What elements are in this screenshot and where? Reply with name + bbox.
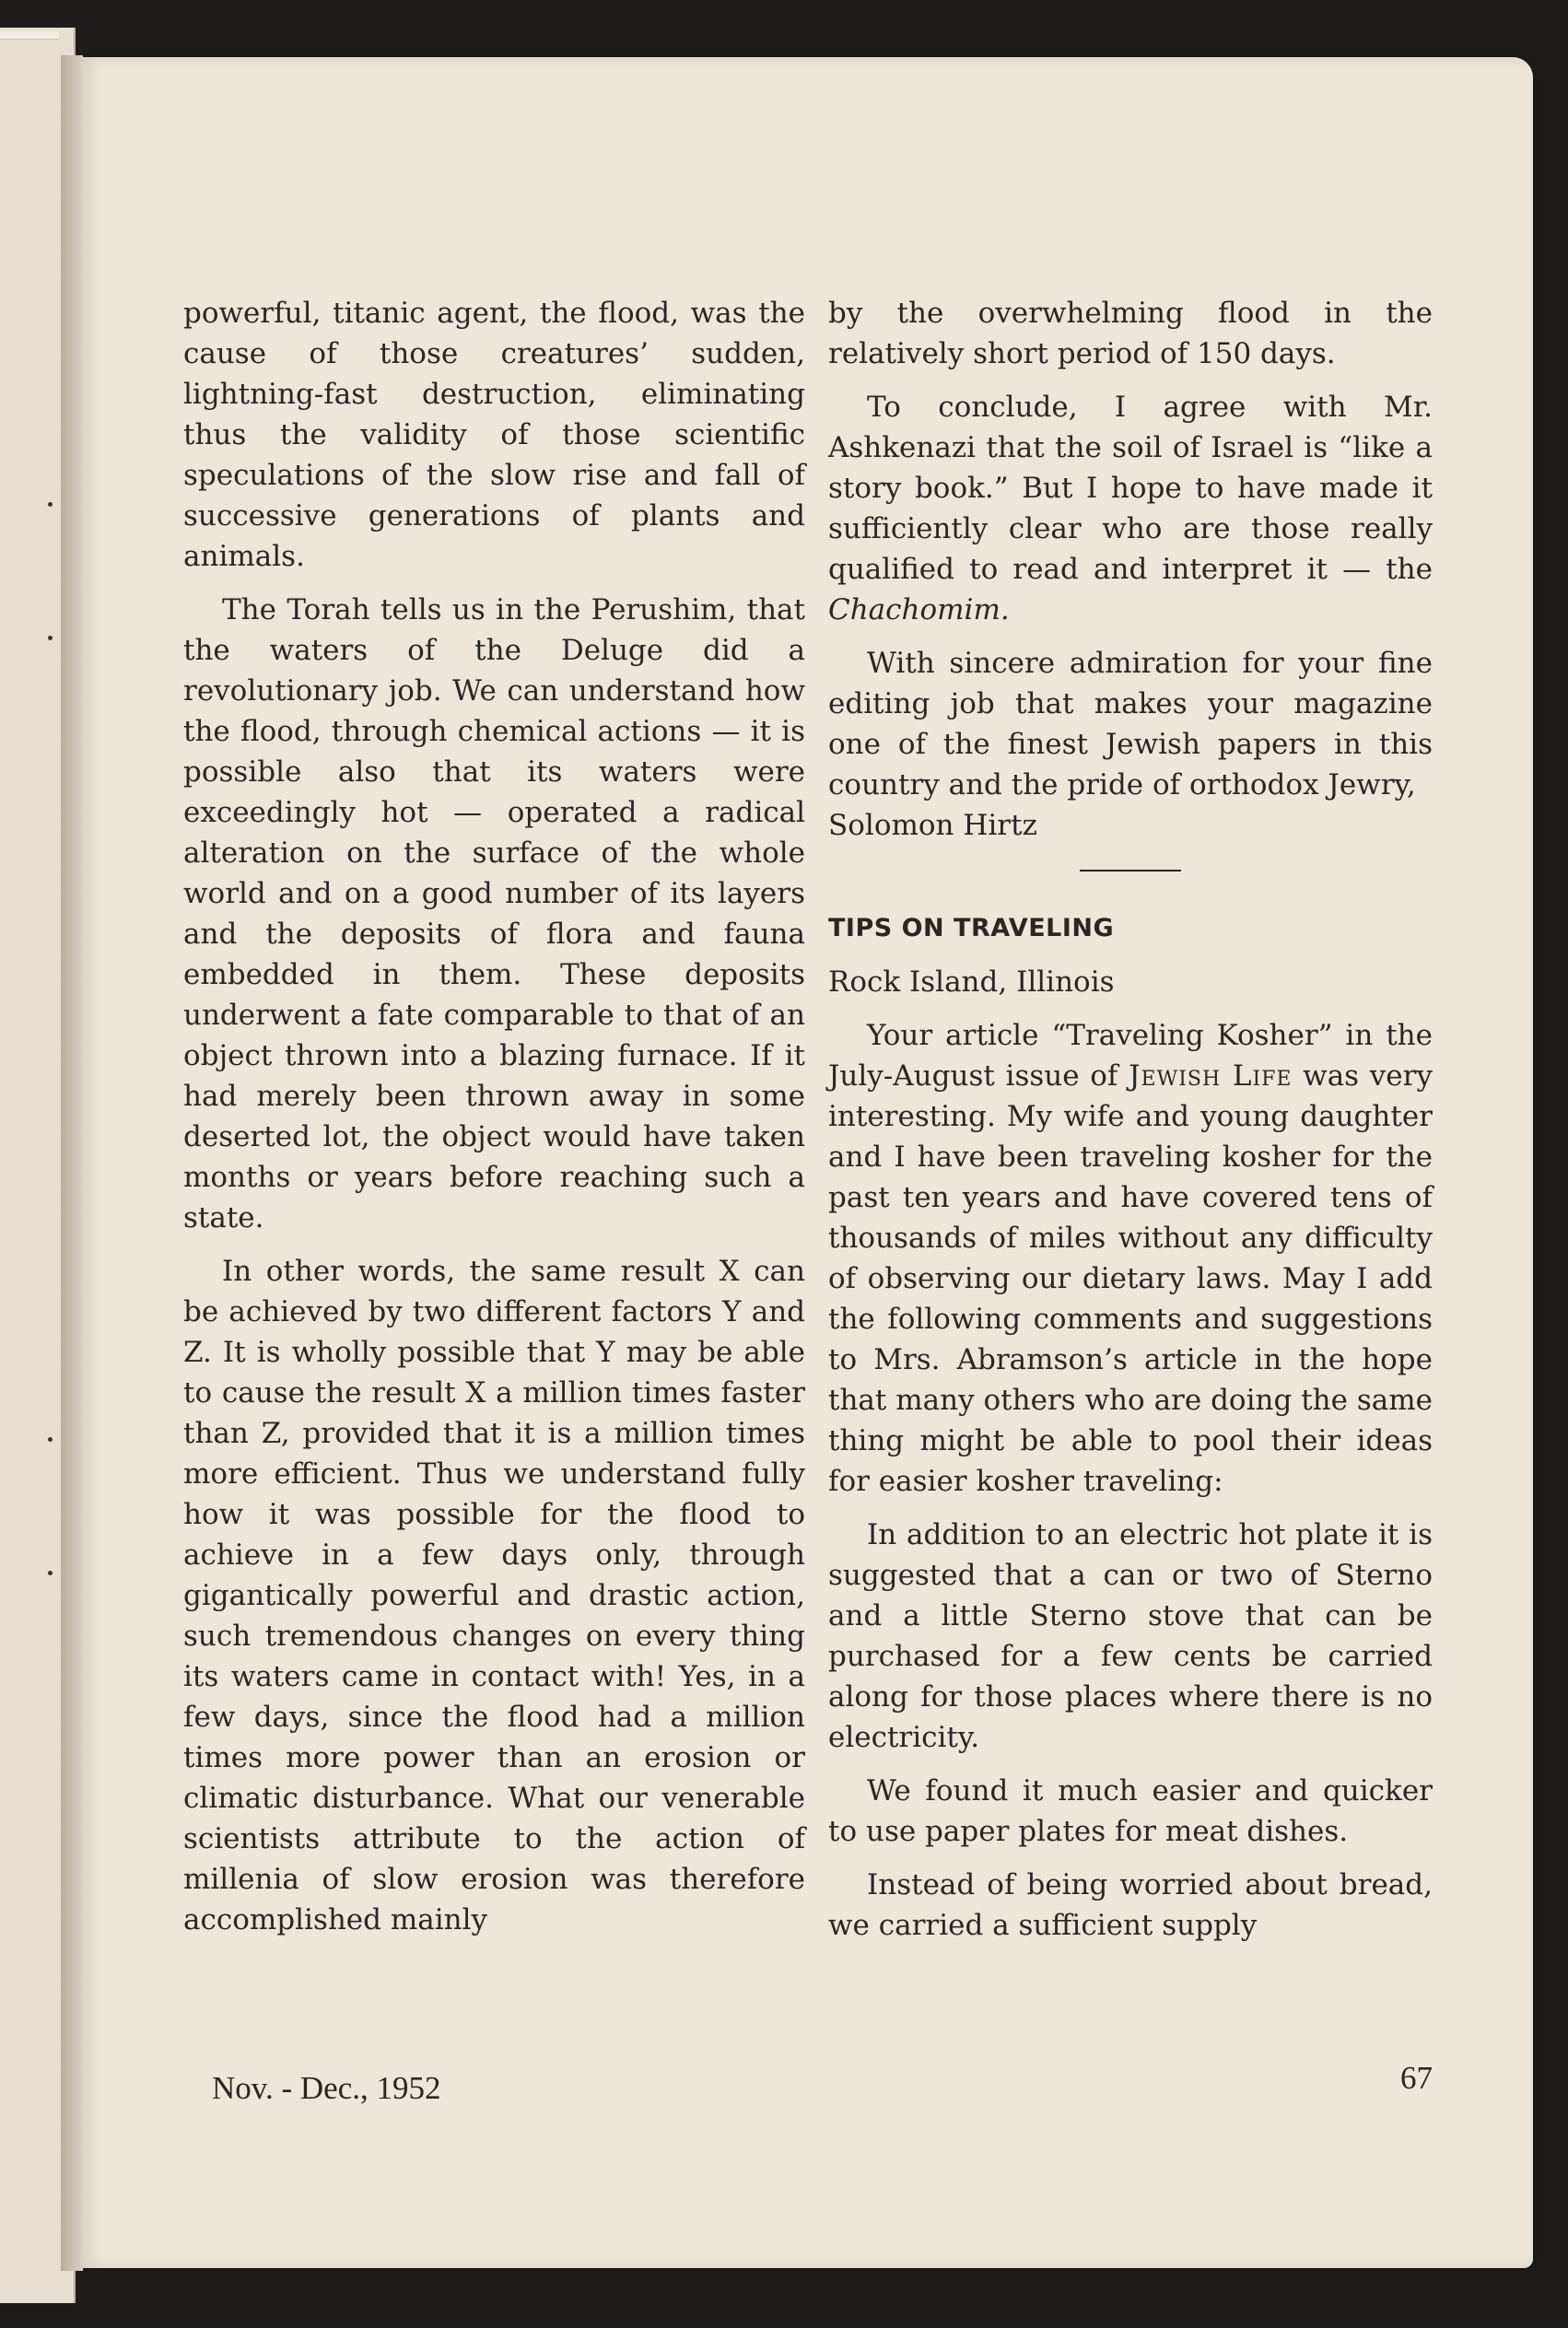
section-heading: TIPS ON TRAVELING [828,914,1115,942]
binding-gutter [61,55,83,2271]
paragraph-text: To conclude, I agree with Mr. Ashkenazi that the soil of Israel is “like a story book.” But I hope to have made it sufficiently clear who are those really qualified to read and interpret it — the [828,391,1433,586]
right-paragraph-6: We found it much easier and quicker to use paper plates for meat dishes. [828,1774,1433,1848]
margin-speck [48,636,53,640]
right-paragraph-1: by the overwhelming flood in the relatively short period of 150 days. [828,297,1433,370]
paragraph-text: Your article “Traveling Kosher” in the July-August issue of [828,1019,1433,1093]
left-paragraph-2: The Torah tells us in the Perushim, that the waters of the Deluge did a revolutionary job. We can understand how the flood, through chemical actions — it is possible also that its waters were exceedingly hot — operated a radical alteration on the surface of the whole world and on a good number of its layers and the deposits of flora and fauna embedded in them. These deposits underwent a fate comparable to that of an object thrown into a blazing furnace. If it had merely been thrown away in some deserted lot, the object would have taken months or years before reaching such a state. [183,593,805,1234]
letter-dateline: Rock Island, Illinois [828,965,1115,999]
left-paragraph-1: powerful, titanic agent, the flood, was the cause of those creatures’ sudden, lightning-fast destruction, eliminating thus the validity of those scientific speculations of the slow rise and fall of successive generations of plants and animals. [183,297,805,573]
section-divider [1080,870,1181,872]
chachomim-term: Chachomim. [828,593,1010,626]
right-paragraph-7: Instead of being worried about bread, we carried a sufficient supply [828,1868,1433,1942]
page-stack-edge [0,31,59,40]
right-paragraph-5: In addition to an electric hot plate it is suggested that a can or two of Sterno and a little Sterno stove that can be purchased for a few cents be carried along for those places where there is no electricity. [828,1518,1433,1754]
right-paragraph-3: With sincere admiration for your fine editing job that makes your magazine one of the finest Jewish papers in this country and the pride of orthodox Jewry, [828,647,1433,801]
left-column [183,293,805,1953]
issue-date: Nov. - Dec., 1952 [212,2070,441,2106]
right-paragraph-4 [828,1015,1433,1502]
right-column [828,293,1433,1959]
margin-speck [48,502,53,507]
paragraph-text: was very interesting. My wife and young daughter and I have been traveling kosher for the past ten years and have covered tens of thousands of miles without any difficulty of observing our dietary laws. May I add the following comments and suggestions to Mrs. Abramson’s article in the hope that many others who are doing the same thing might be able to pool their ideas for easier kosher traveling: [828,1059,1433,1498]
magazine-name: Jewish Life [1129,1059,1293,1093]
left-paragraph-3: In other words, the same result X can be achieved by two different factors Y and Z. It is wholly possible that Y may be able to cause the result X a million times faster than Z, provided that it is a million times more efficient. Thus we understand fully how it was possible for the flood to achieve in a few days only, through gigantically powerful and drastic action, such tremendous changes on every thing its waters came in contact with! Yes, in a few days, since the flood had a million times more power than an erosion or climatic disturbance. What our venerable scientists attribute to the action of millenia of slow erosion was therefore accomplished mainly [183,1255,805,1936]
margin-speck [48,1437,53,1442]
letter-signature: Solomon Hirtz [828,809,1037,842]
page-number: 67 [1400,2060,1433,2096]
right-paragraph-2 [828,387,1433,630]
margin-speck [48,1571,53,1575]
